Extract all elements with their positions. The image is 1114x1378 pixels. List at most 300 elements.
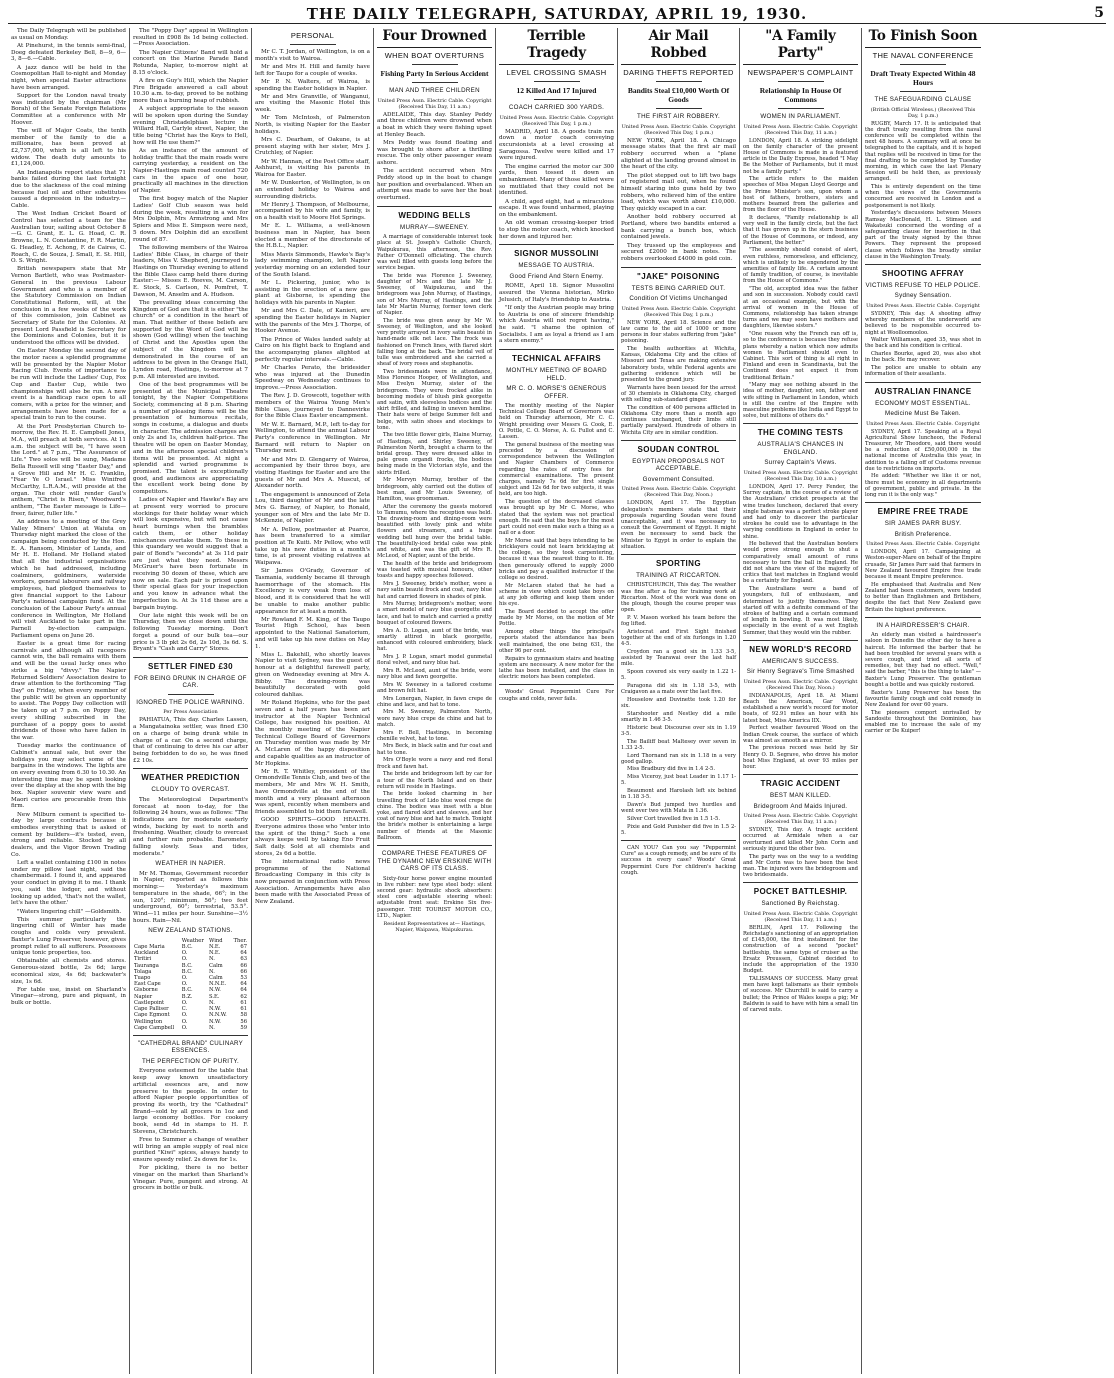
finance-deck: Medicine Must Be Taken. [885, 410, 961, 417]
family-party-headline: "A Family Party" [743, 28, 858, 65]
news-paragraph: "The old, accepted idea was the father and son in succession. Nobody could cavil at an occasional example, but with the arrival of women in the House of Commons, relationship has taken strange turns and we may soon have mothers and daughters, likewise sisters." [743, 286, 858, 330]
divider-rule [377, 845, 492, 846]
table-cell: 59 [240, 1024, 247, 1031]
sporting-paragraph: CHRISTCHURCH, This day. The weather was fine after a fog for training work at Riccarton. Most of the work was done on the plough, though the course proper was open. [621, 582, 736, 614]
personal-paragraph: Mr Charles Perato, the bridesider who was injured at the Dunedin Speedway on Wednesday continues to improve.—Press Association. [255, 364, 370, 392]
technical-subhead-2: MR C. O. MORSE'S GENEROUS OFFER. [506, 385, 607, 400]
table-cell: 62 [240, 993, 247, 1000]
news-paragraph: The following members of the Wairoa Ladies' Bible Class, in charge of their leaders, Miss V. Shepherd, journeyed to Hastings on Thursday evening to attend the Bible Class camp held there during Easter:— Misses E. Reeves, M. Carson, E. Stock, S. Carlson, N. Pomfret, T. Dawson, M. Anselm and A. Hudson. [133, 244, 248, 298]
divider-rule [900, 64, 946, 65]
personal-paragraph: Mr W. Hannan, of the Post Office staff, Ashhurst, is visiting his parents in Wairoa for Easter. [255, 158, 370, 178]
erskine-ad-head: COMPARE THESE FEATURES OF THE DYNAMIC NEW ERSKINE WITH CARS OF ITS CLASS. [377, 850, 492, 873]
news-paragraph: A child, aged eight, had a miraculous escape. It was found unharmed, playing on the embankment. [499, 198, 614, 218]
stations-header-cell: Ther. [233, 937, 247, 944]
table-cell: 64 [240, 987, 247, 994]
finance-credit: United Press Assn. Electric Cable. Copyright [866, 420, 980, 427]
news-paragraph: SYDNEY, April 17. Speaking at a Royal Agricultural Show luncheon, the Federal Treasurer, Mr Theodore, said there would be a reduction of £50,000,000 in the national income of Australia this year, in addition to a falling off of Customs revenue due to restrictions on imports. [865, 428, 981, 472]
weather-subhead: CLOUDY TO OVERCAST. [151, 786, 230, 794]
jake-subhead: TESTS BEING CARRIED OUT. [631, 284, 726, 292]
empire-subhead: SIR JAMES PARR BUSY. [884, 520, 962, 528]
wedding-paragraph: The bride and bridegroom left by car for a tour of the North Island and on their return will reside in Hastings. [377, 771, 492, 790]
sporting-paragraph: P. V. Mason worked his team before the fog lifted. [621, 614, 736, 628]
tests-headline: THE COMING TESTS [757, 428, 844, 438]
jake-deck: Condition Of Victims Unchanged [629, 295, 728, 303]
table-cell: N.W. [209, 1018, 221, 1025]
table-cell: N. [209, 968, 215, 975]
settler-headline: SETTLER FINED £30 [147, 661, 234, 671]
sporting-paragraph: Paragona did six in 1.18 3-5, with Craigavon as a mate over the last five. [621, 682, 736, 696]
terrible-tragedy-credit: United Press Assn. Electric Cable. Copyright (Received This Day, 1 p.m.) [499, 114, 614, 127]
news-paragraph: Left a wallet containing £100 in notes under my pillow last night, said the chambermaid. I found it, and appeared your conduct in giving it to me. I thank you, said the lodger, and without looking up added, 'that's not the wallet, let's have the other.' [11, 860, 126, 907]
news-paragraph: An Indianapolis report states that 71 banks failed during the last fortnight due to the slackness of the coal mining because fuel oil and other substitutes caused a depression in the industry.—Cable. [11, 169, 126, 210]
sporting-headline: SPORTING [656, 558, 701, 568]
news-paragraph: The West Indian Cricket Board of Control has selected a team for the Australian tour, sailing about October 8—G. C. Grant, E. L. G. Hoad, C. R. Browne, L. N. Constantine, F. R. Martin, G. Headley, E. Achong, F. de Caires, C. Roach, C. de Souza, J. Small, E. St. Hill, O. S. Wright. [11, 211, 126, 265]
table-cell: 66 [240, 968, 247, 975]
table-cell: Napier [134, 993, 153, 1000]
to-finish-soon-subhead-2: THE SAFEGUARDING CLAUSE [874, 96, 972, 103]
table-cell: N.E. [209, 950, 221, 957]
wedding-paragraph: A marriage of considerable interest took place at St. Joseph's Catholic Church, Waipukurau, this afternoon, the Rev. Father O'Donnell officiating. The church was well filled with guests long before the service began. [377, 234, 492, 272]
news-paragraph: LONDON, April 17. Campaigning at Weston-super-Mare on behalf of the Empire crusade, Sir James Parr said that farmers in New Zealand favoured Empire free trade because it meant Empire preference. [865, 549, 981, 581]
to-finish-soon-subhead: THE NAVAL CONFERENCE [872, 51, 974, 60]
terrible-tragedy-deck: 12 Killed And 17 Injured [516, 86, 597, 95]
finance-subhead: ECONOMY MOST ESSENTIAL. [875, 399, 971, 407]
news-paragraph: The question of the decreased classes was brought up by Mr C. Morse, who stated that the system was not practical enough. He said that the boys for the most part could not even make such a thing as a nail or a door. [499, 499, 614, 537]
column-3-personal [252, 28, 374, 1374]
column-6-air-mail-robbed [618, 28, 740, 1374]
divider-rule [621, 440, 736, 441]
table-cell: Tolaga [134, 968, 152, 975]
table-row [133, 1025, 248, 1031]
table-cell: O. [181, 950, 188, 957]
columns [8, 28, 1106, 1374]
news-paragraph: Walter Williamson, aged 35, was shot in the back and his condition is critical. [865, 337, 981, 350]
table-cell: Cape Maria [134, 944, 165, 951]
personal-paragraph: Mr and Mrs H. Hill and family have left for Taupo for a couple of weeks. [255, 63, 370, 77]
soudan-subhead: EGYPTIAN PROPOSALS NOT ACCEPTABLE. [632, 457, 725, 473]
divider-rule [133, 1035, 248, 1036]
stations-table [133, 938, 248, 1031]
divider-rule [743, 882, 858, 883]
masthead [8, 4, 1106, 24]
mussolini-subhead: MESSAGE TO AUSTRIA. [518, 262, 595, 270]
four-drowned-deck: Fishing Party In Serious Accident [380, 69, 489, 78]
news-paragraph: LONDON, April 18. A striking sidelight on the family character of the present House of Commons is made in a featured article in the Daily Express, headed "I May Be the Mother of Parliaments, but it must not be a family party." [743, 137, 858, 175]
sporting-subhead: TRAINING AT RICCARTON. [636, 571, 721, 579]
personal-paragraph: The Rev. J. D. Growcott, together with members of the Wairoa Young Men's Bible Class, journeyed to Dannevirke for the Bible Class Easter encampment. [255, 393, 370, 420]
divider-rule [412, 64, 458, 65]
table-cell: 64 [240, 981, 247, 988]
divider-rule [778, 108, 824, 109]
personal-headline: PERSONAL [290, 31, 335, 40]
terrible-tragedy-subhead: LEVEL CROSSING SMASH [506, 68, 607, 77]
news-paragraph: The health authorities at Wichita, Kansas, Oklahoma City and the cities of Missouri and Texas are making extensive laboratory tests, while Federal agents are gathering evidence which will be presented to the grand jury. [621, 345, 736, 383]
table-cell: S.E. [209, 993, 220, 1000]
news-paragraph: He believed that the Australian bowlers would prove strong enough to shut a comparatively small amount of runs necessary to turn the ball in England. He did not share the view of the majority of critics that test matches in England would be a certainty for England. [743, 541, 858, 585]
record-deck: Sir Henry Segrave's Time Smashed [746, 668, 855, 676]
table-cell: N. [209, 999, 215, 1006]
personal-paragraph: Mr A. Pellow, postmaster at Puarce, has been transferred to a similar position at Te Kuiti. Mr Pellow, who will take up his new duties in a month's time, is at present visiting relatives at Waipawa. [255, 526, 370, 567]
tragic-headline: TRAGIC ACCIDENT [760, 779, 841, 789]
news-paragraph: LONDON, April 17. The Egyptian delegation's members state that their proposals regarding Soudan were found unacceptable, and it was necessary to consult the Government of Egypt. It might even be necessary to send back the Minister to Egypt in order to explain the situation. [621, 500, 736, 550]
divider-rule [499, 244, 614, 245]
settler-paragraph: PAHIATUA, This day. Charles Lassen, a Mangatainoka settler, was fined £30 on a charge of being drunk while in charge of a car. On a second charge, that of continuing to drive his car after being forbidden to do so, he was fined £2 10s. [133, 717, 248, 764]
personal-paragraph: The engagement is announced of Zeta Lou, third daughter of Mr and the late Mrs G. Barney, of Napier, to Ronald, younger son of Mrs and the late Mr D. McKenzie, of Napier. [255, 491, 370, 525]
news-paragraph: The police are unable to obtain any information of their assailants. [865, 365, 981, 378]
news-paragraph: Our late night this week will be on Thursday, then we close down until the following Tuesday morning. Don't forget a pound of our bulk tea—our price is 3 lb pkt 2s 6d, 2s 10d, 3s 6d. S. Bryant's "Cash and Carry" Stores. [133, 612, 248, 653]
divider-rule [377, 206, 492, 207]
news-paragraph: MADRID, April 18. A goods train ran down a motor coach conveying excursionists at a level crossing at Saragossa. Twelve were killed and 17 were injured. [499, 128, 614, 162]
culinary-paragraph: For pickling, there is no better vinegar on the market than Sharland's Vinegar. Pure, pungent and strong. At grocers in bottle or bulk. [133, 1165, 248, 1192]
wedding-paragraph: Mrs J. P. Logan, smart model gunmetal floral velvet, and navy blue hat. [377, 653, 492, 667]
sporting-paragraph: Spoon covered six very easily in 1.22 1-5. [621, 669, 736, 682]
table-cell: O. [181, 956, 188, 963]
personal-paragraph: Mr R. T. Whitley, president of the Ormondville Tennis Club, and two of the members, Mr and Mrs W. H. Smith, have Ormondville at the end of the month and a very pleasant afternoon was spent, recently when members and friends assembled to bid them farewell. [255, 768, 370, 815]
table-cell: B.C. [181, 944, 193, 951]
weather-napier-head: WEATHER IN NAPIER. [155, 860, 226, 868]
soudan-deck: Government Consulted. [642, 475, 715, 483]
personal-paragraph: Sir James O'Grady, Governor of Tasmania, suddenly became ill through haemorrhage of the stomach. His Excellency is very weak from loss of blood, and it is considered that he will be unable to make another public appearance for at least a month. [255, 568, 370, 615]
empire-credit: United Press Assn. Electric Cable. Copyright [866, 541, 980, 548]
pocket-credit: United Press Assn. Electric Cable. Copyright (Received This Day, 11 a.m.) [743, 910, 858, 923]
news-paragraph: RUGBY, March 17. It is anticipated that the draft treaty resulting from the naval conference will be completed within the next 48 hours. A summary will at once be telegraphed to the capitals, and it is hoped that replies will be received in time for the final drafting to be completed by Tuesday morning, in which case the last Plenary Session will be held then, as previously arranged. [865, 120, 981, 183]
table-cell: B.C. [181, 968, 193, 975]
settler-subhead: IGNORED THE POLICE WARNING. [136, 698, 245, 706]
family-party-credit: United Press Assn. Electric Cable. Copyright (Received This Day, 11 a.m.) [743, 123, 858, 136]
table-cell: Cape Palliser [134, 1006, 169, 1013]
news-paragraph: NEW YORK, April 18. Science and the law came to the aid of 1000 or more persons in four states suffering from "jake" poisoning. [621, 319, 736, 345]
soudan-credit: United Press Assn. Electric Cable. Copyright (Received This Day, Noon.) [621, 486, 736, 499]
news-paragraph: Easter is a great time for racing carnivals and although all racegoers cannot win, the ball remains with them and will be the usual lucky ones who strike a big "divvy." The Napier Returned Soldiers' Association desire to draw attention to the forthcoming "Tag Day" on Friday, when every member of the public will be given an opportunity to assist. The Poppy Day collection will be taken up at 7 p.m. on Poppy Day, every shilling subscribed in the purchase of a poppy goes to assist dividends of those who have fallen in the war. [11, 641, 126, 741]
news-paragraph: Obtainable all chemists and stores. Generous-sized bottle, 2s 6d; large economical size, 4s 6d; backwater's size, 1s 6d. [11, 958, 126, 985]
divider-rule [656, 81, 702, 82]
sporting-paragraph: Pixie and Gold Punisher did five in 1.5 2-5. [621, 823, 736, 836]
news-paragraph: Mr McLaren stated that he had a scheme in view which could take boys on at any job offering and keep them under his eye. [499, 582, 614, 608]
personal-paragraph: Mr L. Pickering, junior, who is assisting in the erection of a new gas plant at Gisborne, is spending the holidays with his parents in Napier. [255, 280, 370, 307]
table-cell: Castlepoint [134, 999, 165, 1006]
table-cell: N.N.E. [209, 981, 227, 988]
news-paragraph: The Napier Citizens' Band will hold a concert on the Marine Parade Band Rotunda, Napier, to-morrow night at 8.15 o'clock. [133, 49, 248, 76]
news-paragraph: The condition of 400 persons afflicted in Oklahoma City more than a month ago continues unchanged, their limbs still partially paralysed. Hundreds of others in Wichita City are in similar condition. [621, 404, 736, 436]
weather-napier-paragraph: Mr M. Thomas, Government recorder in Napier, reported as follows this morning:— Yesterday's maximum temperature in the shade, 66°; in the sun, 120°; minimum, 56°; two feet underground, 60°; terrestrial, 53.5°. Wind—11 miles per hour. Sunshine—3½ hours. Rain—Nil. [133, 870, 248, 924]
table-cell: 61 [240, 1006, 247, 1013]
jake-credit: United Press Assn. Electric Cable. Copyright (Received This Day, 1 p.m.) [621, 305, 736, 318]
wedding-paragraph: Mrs A. D. Logan, aunt of the bride, was smartly attired in black georgette, enhanced with coloured embroidery, black hat. [377, 627, 492, 653]
table-cell: O. [181, 999, 188, 1006]
news-paragraph: As an instance of the amount of holiday traffic that the main roads were carrying yesterday, a resident on the Napier-Hastings main road counted 720 cars in the space of one hour, practically all machines in the direction of Napier. [133, 147, 248, 195]
news-paragraph: "If only the Austrian people may bring to Austria is one of sincere friendship which Austria will not regret having," he said. "I shame the opinion of Socialists. I am as loyal a friend as I am a stern enemy." [499, 304, 614, 345]
table-cell: N.N.W. [209, 1012, 227, 1019]
news-paragraph: The will of Major Coats, the tenth member of the family to die a millionaire, has been proved at £2,737,000, which is all left to his widow. The death duty amounts to £1,124,000. [11, 127, 126, 168]
can-you-ad: CAN YOU? Can you say "Peppermint Cure" as a cough remedy, and be sure of its success in every case? Woods' Great Peppermint Cure For children's hacking cough. [621, 844, 736, 876]
finance-headline: AUSTRALIAN FINANCE [874, 386, 972, 396]
wedding-paragraph: Mrs R. McLeod, aunt of the bride, wore navy blue and fawn georgette. [377, 667, 492, 680]
sporting-paragraph: Miss Viceroy, just beat Leader in 1.17 1-5. [621, 774, 736, 787]
wedding-subhead: MURRAY—SWEENEY. [400, 223, 469, 231]
wedding-paragraph: The two little flower girls, Elaine Murray, of Hastings, and Shirley Sweeney, of Palmerston North, brought a charm to the bridal group. They were dressed alike in pale green organdi frocks, the bodices being made in the Victorian style, and the skirts frilled. [377, 432, 492, 476]
wedding-paragraph: Mrs M. Sweeney, Palmerston North, wore navy blue crepe de chine and hat to match. [377, 709, 492, 728]
news-paragraph: Mrs Peddy was found floating and was brought to shore after a thrilling rescue. The only other passenger swam ashore. [377, 139, 492, 166]
table-cell: N.W. [209, 1006, 221, 1013]
personal-paragraph: Mr Roland Hopkins, who for the past seven and a half years has been art instructor at the Napier Technical College, has resigned his position. At the monthly meeting of the Napier Technical College Board of Governors on Thursday mention was made by Mr A. McLaren of the happy disposition and capable qualities as an instructor of Mr Hopkins. [255, 700, 370, 767]
shooting-credit: United Press Assn. Electric Cable. Copyright [866, 302, 980, 309]
air-mail-subhead-2: THE FIRST AIR ROBBERY. [637, 113, 720, 120]
sporting-paragraph: Croydon ran a good six in 1.33 3-5, assisted by Tearawai over the last half mile. [621, 648, 736, 668]
culinary-paragraph: Everyone esteemed for the table that keep away known unsatisfactory artificial essences are, and now preserve to the people. In order to afford Napier people opportunities of proving its worth, try the "Cathedral" Brand—sold by all grocers in 1oz and large economy bottles. For cookery book, send 4d in stamps to H. F. Stevens, Christchurch. [133, 1068, 248, 1135]
personal-paragraph: Mr P. N. Walters, of Wairoa, is spending the Easter holidays in Napier. [255, 78, 370, 92]
sporting-paragraph: Silver Cort travelled five in 1.5 1-5. [627, 815, 720, 822]
table-cell: O. [181, 1024, 188, 1031]
news-paragraph: He added: "Whether we like it or not, there must be economy in all departments of government, public and private. In the long run it is the only way." [865, 473, 981, 499]
table-cell: N. [209, 956, 215, 963]
personal-paragraph: Mr Henry J. Thompson, of Melbourne, accompanied by his wife and family, is on a health visit to Moore Hot Springs. [255, 201, 370, 222]
record-credit: United Press Assn. Electric Cable. Copyright (Received This Day, Noon.) [743, 678, 858, 691]
sporting-paragraph: Dawn's Bud jumped two hurdles and went over two with Mata in 1.36. [621, 801, 736, 815]
divider-rule [865, 382, 981, 383]
divider-rule [499, 349, 614, 350]
personal-paragraph: Mr and Mrs Granville, of Wanganui, are visiting the Masonic Hotel this week. [255, 93, 370, 114]
news-paragraph: Warrants have been issued for the arrest of 30 chemists in Oklahoma City, charged with selling sub-standard ginger. [621, 384, 736, 404]
news-paragraph: For table use, insist on Sharland's Vinegar—strong, pure and piquant, in bulk or bottle. [11, 986, 126, 1007]
terrible-tragedy-headline: Terrible Tragedy [499, 28, 614, 65]
table-cell: 66 [240, 962, 247, 969]
divider-rule [900, 91, 946, 92]
news-paragraph: This is entirely dependent on the time when the views of the Governments concerned are received in London and a postponement is not likely. [865, 184, 981, 209]
news-paragraph: An address to a meeting of the Grey Valley Miners' Union at Waiuta on Thursday night marked the close of the campaign being conducted by the Hon. E. A. Ransom, Minister of Lands, and Mr H. E. Holland. Mr Holland stated that all the industrial organisations which he had addressed, including coalminers, goldminers, waterside workers, general labourers and railway employees, had pledged themselves to give financial support to the Labour Party's national campaign fund. At the conclusion of the Labour Party's annual conference in Wellington, Mr Holland will visit Auckland to take part in the Parnell by-election campaign. Parliament opens on June 26. [11, 518, 126, 639]
column-4-four-drowned [374, 28, 496, 1374]
news-paragraph: Repairs to gymnasium stairs and heating system are necessary. A new motor for the lathe has been installed, and the class in electric motors has been completed. [499, 655, 614, 681]
news-paragraph: Another bold robbery occurred at Portland, where two bandits entered a bank carrying a bunch box, which contained jewels. [621, 214, 736, 241]
four-drowned-credit: United Press Assn. Electric Cable. Copyright (Received This Day, 11 a.m.) [377, 97, 492, 110]
personal-paragraph: Mr C. T. Jordan, of Wellington, is on a month's visit to Wairoa. [255, 49, 370, 62]
wedding-paragraph: Mrs Lonergan, Napier, in fawn crepe de chine and lace, and hat to tone. [377, 695, 492, 708]
record-subhead: AMERICAN'S SUCCESS. [761, 657, 840, 665]
empire-headline: EMPIRE FREE TRADE [877, 507, 969, 517]
soudan-headline: SOUDAN CONTROL [637, 444, 720, 454]
sporting-paragraph: Lord Thornand ran six in 1.18 in a very good gallop. [621, 752, 736, 765]
divider-rule [499, 684, 614, 685]
technical-headline: TECHNICAL AFFAIRS [511, 354, 602, 364]
news-paragraph: The general business of the meeting was preceded by a discussion of correspondence between the Wellington and Napier Chambers of Commerce regarding the rates of entry fees for commercial examinations. The present charges, namely 7s 6d for first single subject and 12s 6d for two subjects, it was held, are too high. [499, 441, 614, 498]
divider-rule [621, 267, 736, 268]
news-paragraph: ADELAIDE, This day. Stanley Peddy and three children were drowned when a boat in which they were fishing upset at Henley Beach. [377, 111, 492, 138]
divider-rule [743, 774, 858, 775]
table-cell: B.C. [181, 962, 193, 969]
divider-rule [534, 99, 580, 100]
to-finish-soon-credit: (British Official Wireless.) (Received This Day, 1 p.m.) [870, 106, 976, 119]
table-cell: O. [181, 1012, 188, 1019]
news-paragraph: A fire on Guy's Hill, which the Napier Fire Brigade answered a call about 10.30 a.m. to-day, proved to be nothing more than a burning heap of rubbish. [133, 77, 248, 105]
air-mail-headline: Air Mail Robbed [621, 28, 736, 65]
table-cell: Cape Campbell [134, 1024, 175, 1031]
personal-paragraph: Mrs C. Dearham, of Oakune, is at present staying with her sister, Mrs J. Crutchley, of Napier. [255, 136, 370, 157]
news-paragraph: Support for the London naval treaty was indicated by the chairman (Mr Borah) of the Senate Foreign Relations Committee at a conference with Mr Hoover. [11, 92, 126, 126]
divider-rule [621, 840, 736, 841]
four-drowned-headline: Four Drowned [377, 28, 492, 48]
shooting-deck: Sydney Sensation. [894, 292, 952, 300]
divider-rule [865, 617, 981, 618]
table-cell: 53 [240, 975, 247, 982]
weather-paragraph: The Meteorological Department's forecast at noon to-day, for the following 24 hours, was as follows: "The indications are for moderate easterly winds, backing by east to north and freshening. Weather, cloudy to overcast and further rain probable. Barometer falling slowly. Seas and tides, moderate." [133, 796, 248, 857]
personal-paragraph: Mr W. E. Barnard, M.P., left to-day for Wellington, to attend the annual Labour Party's conference in Wellington. Mr Barnard will return to Napier on Thursday next. [255, 421, 370, 455]
technical-subhead: MONTHLY MEETING OF BOARD HELD. [506, 367, 607, 382]
divider-rule [865, 264, 981, 265]
hairdresser-headline: IN A HAIRDRESSER'S CHAIR. [876, 621, 970, 629]
table-cell: Tauranga [134, 962, 159, 969]
news-paragraph: This summer particularly the lingering chill of Winter has made coughs and colds very prevalent. Baxter's Lung Preserver, however, gives prompt relief to all sufferers. Possesses unique tonic properties, too. [11, 916, 126, 957]
sporting-paragraph: Beaumont and Harolash left six behind in 1.18 3-5. [621, 788, 736, 801]
table-cell: B.C. [181, 987, 193, 994]
shooting-headline: SHOOTING AFFRAY [881, 268, 965, 278]
to-finish-soon-deck: Draft Treaty Expected Within 48 Hours [870, 69, 976, 87]
personal-paragraph: Miss L. Bakehill, who shortly leaves Napier to visit Sydney, was the guest of honour at a delightful farewell party, given on Wednesday evening at Mrs A. Bibby. The drawing-room was beautifully decorated with gold coloured dahlias. [255, 651, 370, 698]
culinary-subhead: THE PERFECTION OF PURITY. [141, 1057, 240, 1065]
to-finish-soon-headline: To Finish Soon [865, 28, 981, 48]
pocket-deck: Sanctioned By Reichstag. [761, 900, 840, 908]
personal-paragraph: Mr Tom McIntosh, of Palmerston North, is visiting Napier for the Easter holidays. [255, 115, 370, 135]
table-cell: Calm [209, 975, 223, 982]
divider-rule [168, 694, 214, 695]
table-cell: N. [209, 1024, 215, 1031]
wedding-paragraph: Mrs W. Sweeney in a tailored costume and brown felt hat. [377, 681, 492, 694]
divider-rule [133, 768, 248, 769]
divider-rule [621, 554, 736, 555]
empire-deck: British Preference. [894, 530, 952, 538]
wedding-paragraph: Mrs Murray, bridegroom's mother, wore a smart model of navy blue georgette and lace, and hat to match and carried a pretty bouquet of coloured flowers. [377, 601, 492, 626]
divider-rule [743, 640, 858, 641]
table-cell: Cape Egmont [134, 1012, 170, 1019]
table-cell: N.E. [209, 944, 221, 951]
four-drowned-subhead-2: MAN AND THREE CHILDREN [389, 87, 480, 94]
news-paragraph: "Waters lingering chill" —Goldsmith. [17, 908, 122, 915]
tests-subhead: AUSTRALIA'S CHANCES IN ENGLAND. [757, 441, 844, 456]
news-paragraph: A subject appropriate to the season will be spoken upon during the Sunday evening Christadelphian lecture in Willard Hall, Carlyle street, Napier, the title being "Christ has the Keys to Hell, how will He use them?" [133, 106, 248, 146]
stations-header-cell: Wind [209, 937, 223, 944]
news-paragraph: He emphasised that Australia and New Zealand had been customers, were tended to better than Englishmen and Britishers, despite the fact that New Zealand gave Britain the highest preference. [865, 581, 981, 613]
news-paragraph: Yesterday's discussions between Messrs Ramsay MacDonald, H. L. Stimson and Wakatsuki concerned the wording of a safeguarding clause for insertion in that part of the treaty signed by the three Powers. They represent the proposed clause which follows the broadly similar clause in the Washington Treaty. [865, 210, 981, 260]
wedding-paragraph: Two bridesmaids were in attendance, Miss Florence Hooper, of Wellington, and Miss Evelyn Murray, sister of the bridegroom. They were frocked alike in becoming models of blush pink georgette and satin, with sleeveless bodices and the skirt frilled, and falling in uneven hemline. Their hats were of beige Summer felt and belge, with satin shoes and stockings to tone. [377, 368, 492, 431]
jake-headline: "JAKE" POISONING [637, 271, 720, 281]
table-cell: 58 [240, 1012, 247, 1019]
news-paragraph: The "Poppy Day" appeal in Wellington resulted in £908 8s 1d being collected.—Press Association. [133, 28, 248, 48]
personal-paragraph: Mr and Mrs D. Glengarry of Wairoa, accompanied by their three boys, are visiting Hastings for Easter and are the guests of Mr and Mrs A. Muscut, of Alexander north. [255, 456, 370, 490]
tragic-credit: United Press Assn. Electric Cable. Copyright (Received This Day, 11 a.m.) [743, 813, 858, 826]
news-paragraph: "One reason why the French ran off is, so to the conference is because they refuse plans whereby a nation which now admits women to Parliament should even to Cabinet. This sort of thing is all right in Finland and even in Scandinavia, but the Continent does not expect it from traditional Britain." [743, 331, 858, 381]
news-paragraph: At Pinehurst, in the tennis semi-final, Doeg defeated Berkeley Bell, 8—9, 6—3, 8—6.—Cable. [11, 42, 126, 63]
mussolini-deck: Good Friend And Stern Enemy. [509, 272, 604, 280]
table-cell: O. [181, 1018, 188, 1025]
wedding-paragraph: The bride was Florence J. Sweeney, daughter of Mrs and the late Mr J. Sweeney, of Waipukurau, and the bridegroom was John Murray, of Hastings, son of Mrs Murray, of Hastings, and the late Mr Martin Murray, former town clerk of Napier. [377, 272, 492, 317]
family-party-deck: Relationship In House Of Commons [759, 86, 842, 104]
news-paragraph: The monthly meeting of the Napier Technical College Board of Governors was held on Thursday afternoon, Mr C. C. Wright presiding over Messrs G. Cook, E. O. Pottle, C. O. Morse, A. G. Fullot and C. Lassen. [499, 403, 614, 441]
divider-rule [778, 81, 824, 82]
personal-paragraph: Miss Mavis Simmonds, Hawke's Bay's lady swimming champion, left Napier yesterday morning on an extended tour of the South Island. [255, 251, 370, 278]
table-cell: B.Z. [181, 993, 193, 1000]
wedding-paragraph: Mr Mervyn Murray, brother of the bridegroom, ably carried out the duties of best man, and Mr Louis Sweeney, of Hamilton, was groomsman. [377, 477, 492, 502]
table-cell: 61 [240, 999, 247, 1006]
news-paragraph: The article refers to the maiden speeches of Miss Megan Lloyd George and the Prime Minister's son, upon whom a host of fathers, brothers, sisters and mothers beamed from the galleries and from the floor of the House. [743, 176, 858, 214]
erskine-ad-paragraph: Sixty-four horse power engine mounted in live rubber: new type steel body: silent second gear: hydraulic shock absorbers: steel core adjustable steering wheel: adjustable front seat: Erskine Six five-passenger. THE TOURIST MOTOR CO., LTD., Napier. [377, 875, 492, 919]
news-paragraph: The Board decided to accept the offer made by Mr Morse, on the motion of Mr Pottle. [499, 609, 614, 628]
personal-paragraph: The international radio news programme of the National Broadcasting Company in this city is now prepared in conjunction with Press Association. Arrangements have also been made with the Associated Press of New Zealand. [255, 858, 370, 906]
news-paragraph: INDIANAPOLIS, April 18. At Miami Beach the American, Gar Wood, established a new world's record for motor boats, of 92.91 miles an hour with his latest boat, Miss America IIX. [743, 692, 858, 724]
wedding-paragraph: Mrs F. Bell, Hastings, in becoming chenille velvet, hat to tone. [377, 729, 492, 742]
news-paragraph: It declares, "Family relationship is all very well in the family circle, but the fact that it has grown up in the stern business of the House of Commons, or indeed, any Parliament, the better." [743, 214, 858, 246]
sporting-paragraph: Miss Bradbury did five in 1.4 2-5. [627, 766, 715, 773]
family-party-subhead-2: WOMEN IN PARLIAMENT. [760, 113, 841, 120]
tragic-subhead: BEST MAN KILLED. [769, 792, 832, 800]
stations-header-cell: Weather [181, 937, 204, 944]
news-paragraph: The engine carried the motor car 300 yards, then tossed it down an embankment. Many of those killed were so mutilated that they could not be identified. [499, 163, 614, 197]
table-cell: Wellington [134, 1018, 163, 1025]
news-paragraph: SYDNEY, This day. A shooting affray whereby members of the underworld are believed to be responsible occurred to-night at Woolloomooloo. [865, 310, 981, 336]
personal-paragraph: The Prince of Wales landed safely at Cairo on his flight back to England and the accompanying planes alighted at perfectly regular intervals.—Cable. [255, 336, 370, 363]
news-paragraph: The Australians were a band of youngsters, full of enthusiasm, and determined to justify themselves. They started off with a definite command of the strokes of batting and a certain command of length in bowling. It was most likely, especially in the event of a wet English Summer, that they would win the rubber. [743, 586, 858, 636]
sporting-paragraph: Houselow and Duvinette took 1.20 for six. [621, 696, 736, 710]
divider-rule [656, 108, 702, 109]
table-cell: 64 [240, 950, 247, 957]
wedding-paragraph: Mrs O'Boyle wore a navy and red floral frock and fawn hat. [377, 757, 492, 770]
table-cell: C. [181, 1006, 188, 1013]
record-headline: NEW WORLD'S RECORD [749, 644, 852, 654]
news-paragraph: The Daily Telegraph will be published as usual on Monday. [11, 28, 126, 41]
air-mail-credit: United Press Assn. Electric Cable. Copyright (Received This Day, 1 p.m.) [621, 123, 736, 136]
news-paragraph: Baxter's Lung Preserver has been the favourite family cough and cold remedy in New Zealand for over 60 years. [865, 689, 981, 708]
table-cell: 63 [240, 956, 247, 963]
masthead-title: THE DAILY TELEGRAPH, SATURDAY, APRIL 19, 1930. [306, 4, 808, 23]
divider-rule [412, 82, 458, 83]
settler-credit: Per Press Association [163, 709, 218, 716]
sporting-paragraph: Aristocrat and First Sight finished together at the end of six furlongs in 1.20 4-5. [621, 628, 736, 648]
divider-rule [743, 423, 858, 424]
wedding-paragraph: The bride looked charming in her travelling frock of Lido blue wool crepe de chine. The bodice was inset with a blue yoke, and flared skirt and sleeves, and her coat of navy blue and hat to match. Tonight the bride's mother is entertaining a large number of friends at the Masonic Ballroom. [377, 791, 492, 841]
news-paragraph: Charles Bourke, aged 20, was also shot in the back. He may recover. [865, 351, 981, 364]
culinary-paragraph: Free to Summer a change of weather will bring an ample supply of real nice purified "Kiwi" spices, always handy to ensure speedy relief. 2s down for 1s. [133, 1136, 248, 1164]
personal-paragraph: Mr and Mrs C. Dale, of Kanieri, are spending the Easter holidays in Napier with the parents of the Mrs J. Thorpe, of Hooker Avenue. [255, 308, 370, 335]
erskine-ad-foot: Resident Representatives at— Hastings, Napier, Waipawa, Waipukurau. [383, 920, 486, 933]
news-paragraph: Ladies of Napier and Hawke's Bay are at present very worried to procure stockings for their holiday wear which will look expensive, but will not cause heart burnings when the brambles catch them, or other holiday mischances overtake them. To these in this quandary we would suggest that a pair of Bond's "seconds" at 3s 11d pair are just what they need. Messrs McGruer's have been fortunate in receiving 50 dozen of these, which are now on sale. Each pair is priced upon their special glass for your inspection and you know in advance what the imperfection is. At 3s 11d these are a bargain buying. [133, 497, 248, 611]
news-paragraph: The prevailing ideas concerning the Kingdom of God are that it is either "the church" or a condition in the heart of man. That neither of these beliefs are supported by the Word of God will be shown (God willing) when the teaching of Christ and the Apostles upon the subject of the Kingdom will be demonstrated in the course of an address to be given in the Orange Hall, Lyndon road, Hastings, to-morrow at 7 p.m. All interested are invited. [133, 299, 248, 380]
news-paragraph: An old woman crossing-keeper tried to stop the motor coach, which knocked her down and injured her. [499, 220, 614, 240]
table-cell: N.W. [209, 987, 221, 994]
table-cell: 67 [240, 944, 247, 951]
woods-ad: Woods' Great Peppermint Cure For coughs and colds, never fails. [499, 689, 614, 702]
news-paragraph: Perfect weather favoured Wood on the Indian Creek course, the surface of which was almost as smooth as a mirror. [743, 725, 858, 744]
four-drowned-subhead: WHEN BOAT OVERTURNS [384, 51, 485, 60]
tests-deck: Surrey Captain's Views. [764, 459, 837, 467]
table-cell: Tiritiri [134, 956, 152, 963]
table-cell: O. [181, 975, 188, 982]
table-cell: Gisborne [134, 987, 158, 994]
wedding-headline: WEDDING BELLS [398, 210, 471, 220]
news-paragraph: LONDON, April 17. Percy Fender, the Surrey captain, in the course of a review of the Australians' cricket prospects at the wine trades luncheon, declared that every single batsman was a perfect stroke player and had only to discover the particular strokes he could use to advantage in the varying conditions in England in order to shine. [743, 483, 858, 540]
pocket-headline: POCKET BATTLESHIP. [753, 887, 848, 897]
air-mail-deck: Bandits Steal £10,000 Worth Of Goods [627, 86, 730, 104]
settler-deck: FOR BEING DRUNK IN CHARGE OF CAR. [134, 674, 247, 690]
column-2 [130, 28, 252, 1374]
news-paragraph: A jazz dance will be held in the Cosmopolitan Hall to-night and Monday night, when special Easter attractions have been arranged. [11, 64, 126, 91]
table-cell: Calm [209, 962, 223, 969]
news-paragraph: "Many may see nothing absurd in the idea of mother, daughter, son, father and wife sitting in Parliament in London, which is still the centre of the Empire with masculine problems like India and Egypt to solve, but millions of others do." [743, 382, 858, 420]
shooting-subhead: VICTIMS REFUSE TO HELP POLICE. [865, 281, 981, 289]
news-paragraph: ROME, April 18. Signor Mussolini assured the Vienna historian, Mirko Jelusich, of Italy's friendship to Austria. [499, 283, 614, 303]
news-paragraph: NEW YORK, April 18. A Chicago message states that the first air mail robbery occurred when a "plane alighted at the landing ground almost in the heart of the city. [621, 137, 736, 171]
personal-paragraph: Mr E. L. Williams, a well-known business man in Napier, has been elected a member of the directorate of the H.B.L., Napier. [255, 223, 370, 250]
news-paragraph: The party was on the way to a wedding and Mr Corin was to have been the best man. The injured were the bridegroom and two bridesmaids. [743, 853, 858, 879]
column-1 [8, 28, 130, 1374]
tragic-deck: Bridegroom And Maids Injured. [753, 802, 848, 810]
mussolini-headline: SIGNOR MUSSOLINI [514, 249, 599, 259]
